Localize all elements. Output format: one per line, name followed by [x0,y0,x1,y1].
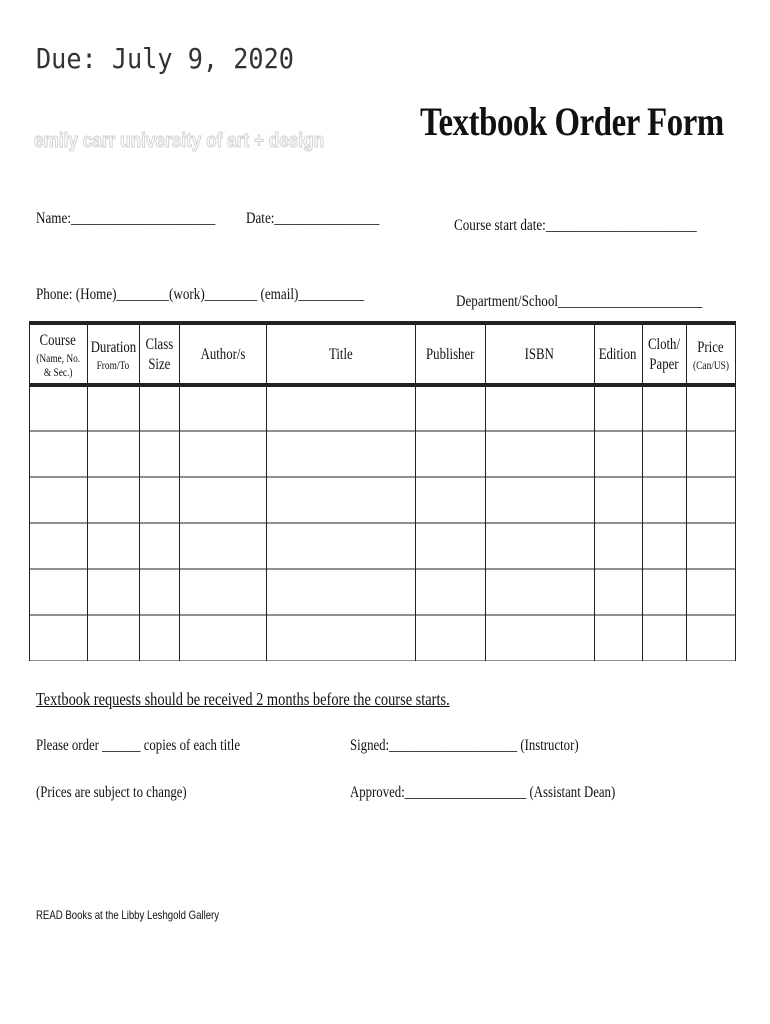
request-deadline-note: Textbook requests should be received 2 months before the course starts. [36,689,450,709]
copies-order-field[interactable]: Please order ______ copies of each title [36,737,241,754]
table-row[interactable] [29,479,736,522]
table-header-cell [594,325,642,385]
table-row[interactable] [29,525,736,568]
university-logo: emily carr university of art + design [34,130,325,152]
name-field[interactable]: Name:______________________ [36,210,216,227]
table-header-sublabel: (Name, No. & Sec.) [36,351,80,379]
table-header-label: Publisher [425,346,475,363]
phone-field[interactable]: Phone: (Home)________(work)________ (email)__________ [36,286,364,303]
approval-signature-field[interactable]: Approved:___________________ (Assistant Dean) [350,784,616,801]
table-header-sublabel: (Can/US) [692,358,729,372]
table-row[interactable] [29,387,736,430]
footer-text: READ Books at the Libby Leshgold Gallery [36,908,220,922]
table-header-cell [87,325,139,385]
table-header-label: ISBN [524,346,555,363]
table-header-label: Duration [90,339,136,356]
table-header-label: Edition [599,346,637,363]
prices-note: (Prices are subject to change) [36,784,187,801]
table-header-cell [415,325,485,385]
table-header-cell [266,325,415,385]
order-table [29,321,736,661]
table-header-cell [29,325,87,385]
table-header-label: Author/s [200,346,245,363]
date-field[interactable]: Date:________________ [246,210,380,227]
instructor-signature-field[interactable]: Signed:____________________ (Instructor) [350,737,579,754]
table-row[interactable] [29,433,736,476]
table-header-label: Course [39,332,77,349]
table-row[interactable] [29,617,736,660]
table-header-label: Title [328,346,353,363]
table-header-label: Class Size [145,336,173,373]
table-header-sublabel: From/To [96,358,130,372]
table-header-cell [139,325,179,385]
table-header-cell [686,325,735,385]
table-header-cell [179,325,266,385]
table-header-cell [642,325,686,385]
table-header-cell [485,325,594,385]
due-date: Due: July 9, 2020 [36,42,294,75]
table-header-label: Cloth/ Paper [647,336,680,373]
department-field[interactable]: Department/School______________________ [456,293,703,310]
form-title: Textbook Order Form [420,99,724,144]
course-start-date-field[interactable]: Course start date:_______________________ [454,217,697,234]
table-header-label: Price [697,339,724,356]
table-row[interactable] [29,571,736,614]
